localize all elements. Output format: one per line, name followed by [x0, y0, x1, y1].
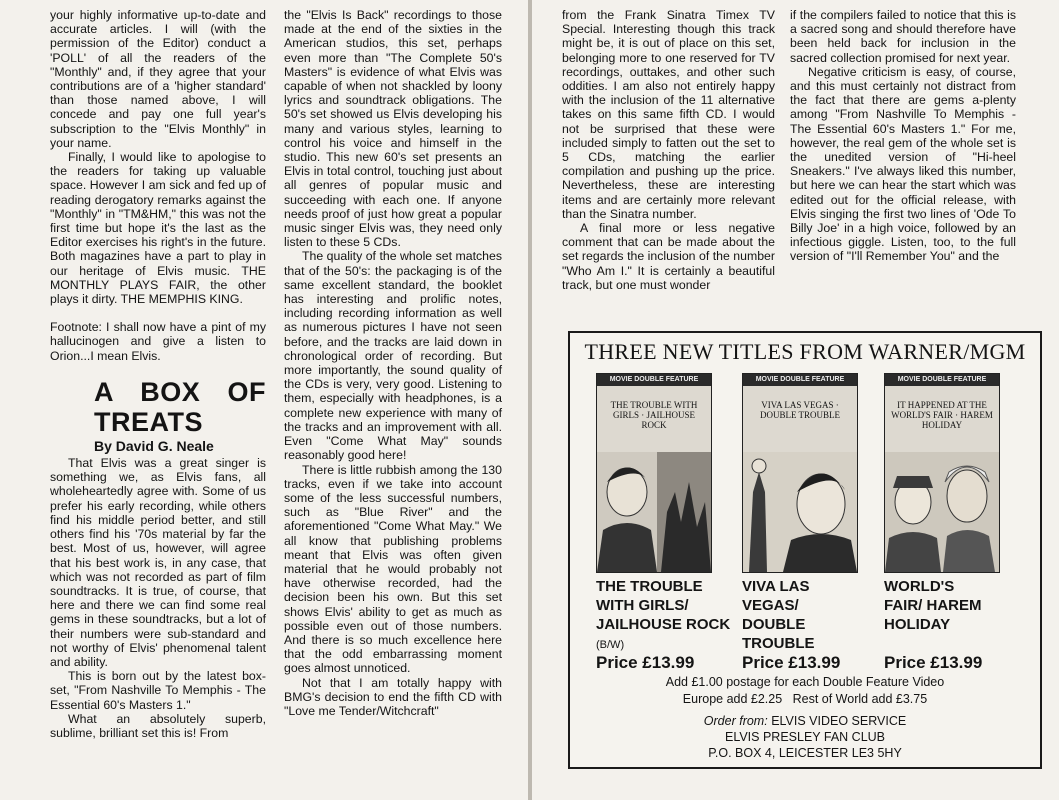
- video-price: Price £13.99: [596, 653, 695, 672]
- paragraph: A final more or less negative comment that can be made about the set regards the inclusion of the number "Who Am I." It is certainly a beautiful track, but one must wonder: [562, 221, 775, 292]
- ad-title: THREE NEW TITLES FROM WARNER/MGM: [584, 339, 1026, 364]
- paragraph: This is born out by the latest box-set, "From Nashville To Memphis - The Essential 60's Masters 1.": [50, 669, 266, 712]
- video-title: [884, 577, 994, 634]
- paragraph: There is little rubbish among the 130 tracks, even if we take into account some of the less successful numbers, such as "Blue River" and the aforementioned "Come What May." We all know that publishing problems meant that Elvis was often given material that he would probably not have otherwise recorded, had the decision been his own. But this set shows Elvis' ability to get as much as possible even out of those numbers. And there is so much excellence here that the odd embarrassing moment goes almost unnoticed.: [284, 462, 502, 676]
- cover-photo: [885, 452, 999, 572]
- paragraph: the "Elvis Is Back" recordings to those made at the end of the sixties in the American studios, this set, perhaps even more than "The Complete 50's Masters" is evidence of what Elvis was capable of when not shackled by loony lyrics and soundtrack obligations. The 50's set showed us Elvis developing his many and various styles, learning to control his voice and himself in the studio. This new 60's set presents an Elvis in total control, touching just about all genres of popular music and succeeding with each one. If anyone needs proof of just how great a popular music singer Elvis was, they need only listen to these 5 CDs.: [284, 8, 502, 250]
- video-advertisement: [568, 331, 1042, 769]
- postage-rates: Europe add £2.25 Rest of World add £3.75: [682, 692, 928, 706]
- order-label: Order from:: [703, 714, 768, 728]
- paragraph: That Elvis was a great singer is something we, as Elvis fans, all wholeheartedly agree with. Some of us prefer his early recording, while others find his middle period better, and still others find his '70s material by far the best. Most of us, however, will agree that his best work is, in any case, that which was not recorded as part of film soundtracks. It is true, of course, that here and there we can find some real gems in these soundtracks, but a lot of their numbers were sub-standard and not worthy of Elvis' phenomenal talent and ability.: [50, 456, 266, 669]
- right-page-column-2: [790, 8, 1016, 264]
- cover-photo: [597, 452, 711, 572]
- paragraph: from the Frank Sinatra Timex TV Special. Interesting though this track might be, it is out of place on this set, belonging more to one reserved for TV recordings, outtakes, and other such oddities. I am also not entirely happy with the inclusion of the 11 alternative takes on this same fifth CD. I would not be surprised that these were included simply to fatten out the set to 5 CDs, matching the earlier compilation and pushing up the price. Nevertheless, these are interesting items and are certainly more relevant than the Sinatra number.: [562, 8, 775, 221]
- cover-photo: [743, 452, 857, 572]
- paragraph: your highly informative up-to-date and accurate articles. I will (with the permission of the Editor) conduct a 'POLL' of all the readers of the "Monthly" and, if they agree that your contributions are of a 'higher standard' than those named above, I will concede and pay one full year's subscription to the "Elvis Monthly" in your name.: [50, 8, 266, 150]
- order-line: [570, 714, 1040, 728]
- paragraph: Negative criticism is easy, of course, and this must certainly not distract from the fact that there are gems a-plenty among "From Nashville To Memphis - The Essential 60's Masters 1." For me, however, the real gem of the whole set is the unedited version of "Hi-heel Sneakers." I've always liked this number, but here we can hear the start which was edited out for the official release, with Elvis singing the first two lines of 'Ode To Billy Joe' in a high voice, followed by an infectious giggle. Listen, too, to the full version of "I'll Remember You" and the: [790, 64, 1016, 264]
- video-title-text: VIVA LAS VEGAS/ DOUBLE TROUBLE: [742, 578, 815, 652]
- video-price: Price £13.99: [884, 653, 983, 672]
- order-name: ELVIS VIDEO SERVICE: [771, 714, 907, 728]
- left-page: [0, 0, 528, 800]
- video-title: [596, 577, 736, 655]
- cover-title: THE TROUBLE WITH GIRLS · JAILHOUSE ROCK: [610, 400, 698, 430]
- video-title-note: (B/W): [596, 639, 625, 651]
- video-cover-image: [884, 373, 1000, 573]
- paragraph: Not that I am totally happy with BMG's decision to end the fifth CD with "Love me Tender/Witchcraft": [284, 675, 502, 718]
- cover-band: MOVIE DOUBLE FEATURE: [597, 374, 711, 386]
- left-page-column-1: [50, 8, 266, 740]
- article-byline: By David G. Neale: [94, 437, 214, 454]
- video-cover-image: [596, 373, 712, 573]
- cover-title: IT HAPPENED AT THE WORLD'S FAIR · HAREM HOLIDAY: [891, 400, 993, 430]
- footnote: Footnote: I shall now have a pint of my hallucinogen and give a listen to Orion...I mean Elvis.: [50, 320, 266, 363]
- video-title-text: THE TROUBLE WITH GIRLS/ JAILHOUSE ROCK: [596, 578, 731, 633]
- right-page-column-1: [562, 8, 775, 292]
- video-title: [742, 577, 852, 653]
- postal-address: P.O. BOX 4, LEICESTER LE3 5HY: [708, 746, 902, 760]
- cover-title: VIVA LAS VEGAS · DOUBLE TROUBLE: [759, 400, 841, 420]
- video-cover-image: [742, 373, 858, 573]
- video-price: Price £13.99: [742, 653, 841, 672]
- fan-club-name: ELVIS PRESLEY FAN CLUB: [724, 730, 886, 744]
- right-page: [532, 0, 1059, 800]
- paragraph: What an absolutely superb, sublime, brilliant set this is! From: [50, 711, 266, 740]
- paragraph: The quality of the whole set matches that of the 50's: the packaging is of the same excellent standard, the booklet has interesting and prolific notes, including recording information as well as numerous pictures I have not seen before, and the tracks are laid down in chronological order of recording. But more importantly, the sound quality of the CDs is very, very good. Listening to them, especially with headphones, is a complete new experience with many of the tracks and an improvement with all. Even "Come What May" sounds reasonably good here!: [284, 249, 502, 463]
- paragraph: if the compilers failed to notice that this is a sacred song and should therefore have been held back for inclusion in the sacred collection promised for next year.: [790, 8, 1016, 65]
- left-page-column-2: [284, 8, 502, 718]
- paragraph: Finally, I would like to apologise to the readers for taking up valuable space. However I am sick and fed up of reading derogatory remarks against the "Monthly" in "TM&HM," this was not the first time but hope it's the last as the Editor exercises his right's in the future. Both magazines have a part to play in our heritage of Elvis music. THE MONTHLY PLAYS FAIR, the other plays it dirty. THE MEMPHIS KING.: [50, 150, 266, 307]
- video-title-text: WORLD'S FAIR/ HAREM HOLIDAY: [884, 578, 982, 633]
- cover-band: MOVIE DOUBLE FEATURE: [885, 374, 999, 386]
- article-headline: A BOX OF TREATS: [94, 376, 266, 437]
- postage-note: Add £1.00 postage for each Double Feature Video: [665, 675, 945, 689]
- cover-band: MOVIE DOUBLE FEATURE: [743, 374, 857, 386]
